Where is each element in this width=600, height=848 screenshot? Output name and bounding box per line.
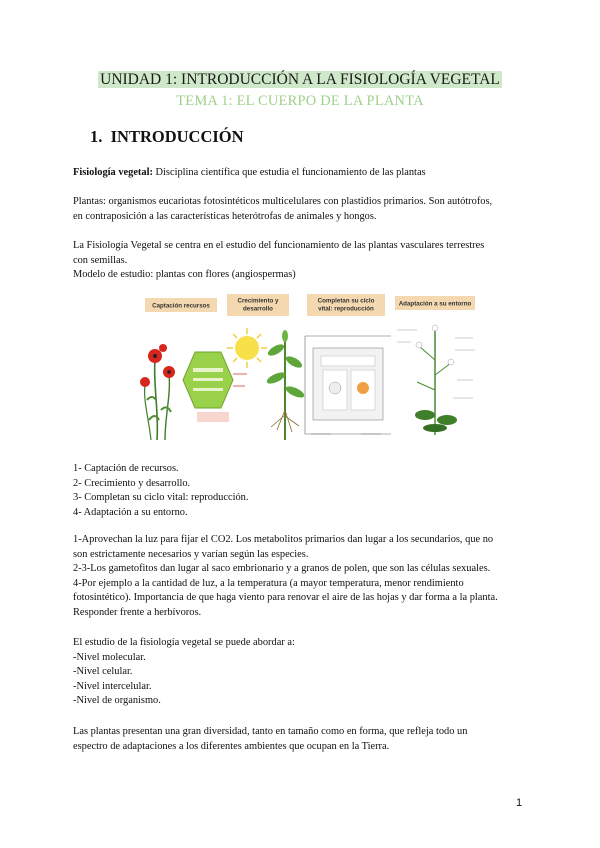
focus-line-2: con semillas. bbox=[73, 254, 128, 266]
explanation-line: Responder frente a herbívoros. bbox=[73, 606, 202, 618]
panel-label-3a: Completan su ciclo bbox=[317, 297, 375, 305]
topic-title: TEMA 1: EL CUERPO DE LA PLANTA bbox=[176, 93, 424, 109]
panel-label-2b: desarrollo bbox=[243, 305, 273, 313]
explanation-line: son estrictamente necesarios y varían según las especies. bbox=[73, 548, 309, 560]
levels-paragraph bbox=[73, 636, 533, 709]
plantas-line-1: Plantas: organismos eucariotas fotosintéticos multicelulares con plastidios primarios. Son autótrofos, bbox=[73, 196, 493, 207]
figure-illustration bbox=[135, 290, 480, 445]
list-item: 1- Captación de recursos. bbox=[73, 463, 179, 474]
explanation-line: 2-3-Los gametofitos dan lugar al saco embrionario y a granos de polen, que son las células sexuales. bbox=[73, 563, 491, 574]
unit-title: UNIDAD 1: INTRODUCCIÓN A LA FISIOLOGÍA VEGETAL bbox=[100, 71, 500, 88]
section-heading bbox=[90, 127, 244, 147]
focus-line-1: La Fisiología Vegetal se centra en el estudio del funcionamiento de las plantas vasculares terrestres bbox=[73, 240, 485, 251]
definition-term: Fisiología vegetal: bbox=[73, 167, 153, 178]
definition-line bbox=[73, 166, 533, 181]
list-item: 2- Crecimiento y desarrollo. bbox=[73, 477, 191, 489]
plantas-paragraph bbox=[73, 195, 533, 224]
closing-paragraph bbox=[73, 725, 543, 754]
explanations-paragraph bbox=[73, 533, 543, 620]
definition-text: Disciplina científica que estudia el funcionamiento de las plantas bbox=[152, 167, 426, 178]
explanation-line: 1-Aprovechan la luz para fijar el CO2. Los metabolitos primarios dan lugar a los secundarios, que no bbox=[73, 534, 494, 545]
explanation-line: 4-Por ejemplo a la cantidad de luz, a la temperatura (a mayor temperatura, menor rendimiento bbox=[73, 577, 464, 589]
panel-label-4: Adaptación a su entorno bbox=[398, 300, 472, 308]
functions-list bbox=[73, 462, 533, 520]
level-item: -Nivel celular. bbox=[73, 666, 133, 677]
panel-label-3b: vital: reproducción bbox=[318, 305, 374, 313]
plantas-line-2: en contraposición a las características heterótrofas de animales y hongos. bbox=[73, 210, 377, 222]
focus-paragraph bbox=[73, 239, 533, 283]
explanation-line: fotosintético). Importancia de que haga viento para renovar el aire de las hojas y dar forma a la planta. bbox=[73, 592, 498, 603]
level-item: -Nivel intercelular. bbox=[73, 680, 152, 692]
list-item: 4- Adaptación a su entorno. bbox=[73, 506, 188, 518]
section-number: 1. bbox=[90, 127, 103, 146]
page-number: 1 bbox=[516, 797, 523, 809]
level-item: -Nivel molecular. bbox=[73, 651, 146, 663]
photosynthesis-hexagon-icon bbox=[183, 352, 247, 422]
panel-label-2a: Crecimiento y bbox=[237, 297, 279, 305]
model-line: Modelo de estudio: plantas con flores (angiospermas) bbox=[73, 269, 296, 280]
list-item: 3- Completan su ciclo vital: reproducción. bbox=[73, 492, 249, 503]
closing-line-1: Las plantas presentan una gran diversidad, tanto en tamaño como en forma, que refleja todo un bbox=[73, 726, 468, 737]
poppy-plant-icon bbox=[140, 344, 175, 440]
sun-icon bbox=[227, 328, 267, 368]
flowering-plant-icon bbox=[397, 325, 475, 435]
level-item: -Nivel de organismo. bbox=[73, 695, 161, 706]
panel-label-1: Captación recursos bbox=[152, 302, 210, 310]
plant-functions-figure bbox=[135, 290, 480, 445]
levels-intro: El estudio de la fisiología vegetal se puede abordar a: bbox=[73, 637, 295, 648]
closing-line-2: espectro de adaptaciones a los diferentes ambientes que ocupan en la Tierra. bbox=[73, 740, 390, 752]
section-title: INTRODUCCIÓN bbox=[110, 127, 244, 146]
seedling-icon bbox=[265, 330, 306, 440]
life-cycle-diagram bbox=[305, 336, 391, 434]
